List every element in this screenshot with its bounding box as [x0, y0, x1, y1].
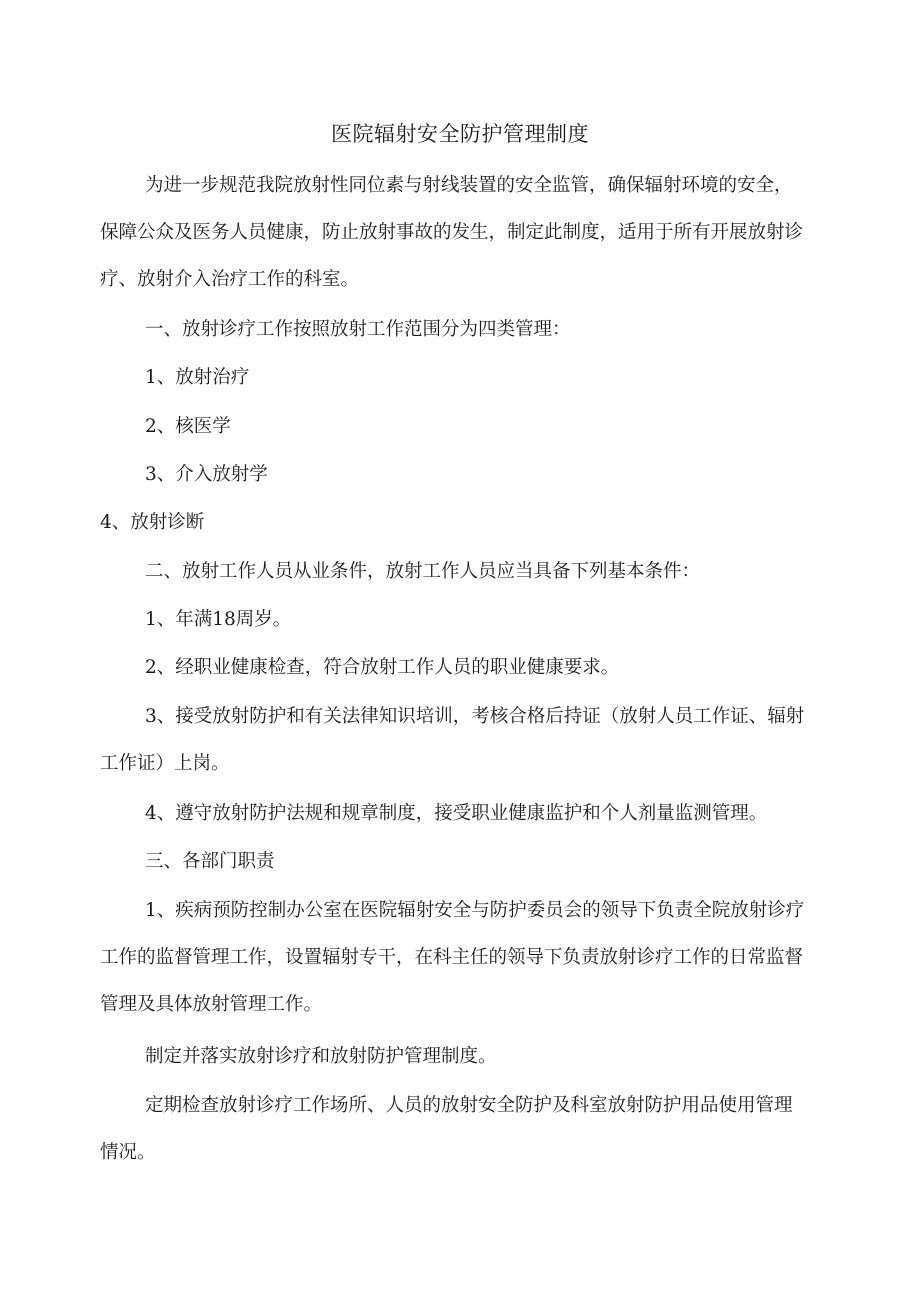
text-line: 疗、放射介入治疗工作的科室。 [100, 269, 360, 290]
text-line: 保障公众及医务人员健康，防止放射事故的发生，制定此制度，适用于所有开展放射诊 [100, 222, 804, 243]
text-line: 4、遵守放射防护法规和规章制度，接受职业健康监护和个人剂量监测管理。 [145, 803, 768, 824]
text-line: 一、放射诊疗工作按照放射工作范围分为四类管理： [145, 319, 571, 340]
text-line: 3、接受放射防护和有关法律知识培训，考核合格后持证（放射人员工作证、辐射 [145, 706, 805, 727]
text-line: 1、放射治疗 [145, 367, 250, 388]
text-line: 1、年满18周岁。 [145, 609, 292, 630]
paragraph [100, 1033, 860, 1080]
list-item [100, 596, 860, 643]
list-item [100, 354, 860, 401]
text-line: 为进一步规范我院放射性同位素与射线装置的安全监管，确保辐射环境的安全， [145, 175, 793, 196]
text-line: 二、放射工作人员从业条件，放射工作人员应当具备下列基本条件： [145, 561, 701, 582]
list-item [100, 451, 860, 498]
text-line: 1、疾病预防控制办公室在医院辐射安全与防护委员会的领导下负责全院放射诊疗 [145, 900, 805, 921]
text-line: 4、放射诊断 [100, 512, 205, 533]
text-line: 2、经职业健康检查，符合放射工作人员的职业健康要求。 [145, 657, 620, 678]
list-item [100, 499, 860, 546]
text-line: 定期检查放射诊疗工作场所、人员的放射安全防护及科室放射防护用品使用管理 [145, 1095, 793, 1116]
list-item [100, 887, 860, 1028]
list-item [100, 693, 860, 787]
paragraph [100, 1082, 860, 1176]
text-line: 2、核医学 [145, 416, 231, 437]
text-line: 管理及具体放射管理工作。 [100, 994, 323, 1015]
text-line: 制定并落实放射诊疗和放射防护管理制度。 [145, 1046, 497, 1067]
section-heading-2 [100, 548, 860, 595]
section-heading-1 [100, 306, 860, 353]
list-item [100, 790, 860, 837]
section-heading-3 [100, 838, 860, 885]
list-item [100, 644, 860, 691]
text-line: 3、介入放射学 [145, 464, 268, 485]
list-item [100, 403, 860, 450]
text-line: 三、各部门职责 [145, 851, 275, 872]
text-line: 工作的监督管理工作，设置辐射专干，在科主任的领导下负责放射诊疗工作的日常监督 [100, 947, 804, 968]
document-title: 医院辐射安全防护管理制度 [331, 122, 589, 146]
text-line: 工作证）上岗。 [100, 753, 230, 774]
text-line: 情况。 [100, 1142, 156, 1163]
paragraph-intro [100, 162, 860, 303]
